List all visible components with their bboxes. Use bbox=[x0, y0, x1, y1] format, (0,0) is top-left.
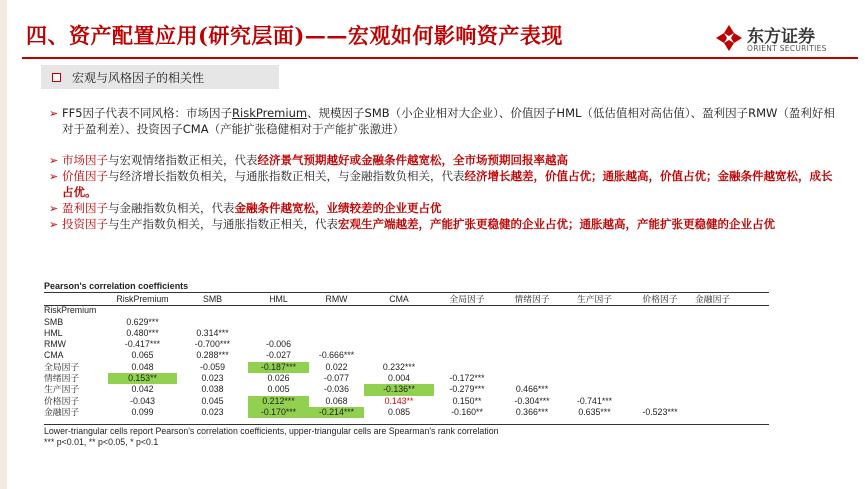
table-cell bbox=[500, 362, 564, 373]
table-cell bbox=[364, 339, 434, 350]
intro-text-2: 、规模因子SMB（小企业相对大企业）、价值因子HML（低估值相对高估值）、盈利因子RMW（盈利好相对于盈利差）、投资因子CMA（产能扩张稳健相对于产能扩张激进） bbox=[62, 106, 835, 136]
column-header: 全局因子 bbox=[449, 294, 485, 304]
table-cell: -0.036 bbox=[324, 384, 349, 395]
table-row bbox=[44, 384, 730, 395]
finding-bullet-investment bbox=[49, 217, 837, 233]
table-cell: -0.214*** bbox=[309, 407, 364, 418]
column-header: 金融因子 bbox=[695, 294, 731, 304]
table-cell bbox=[434, 305, 500, 316]
table-cell: 0.099 bbox=[131, 406, 154, 417]
finding-conclusion: 宏观生产端越差，产能扩张更稳健的企业占优；通胀越高，产能扩张更稳健的企业占优 bbox=[338, 217, 775, 231]
table-cell: -0.279*** bbox=[449, 384, 485, 395]
table-cell bbox=[500, 373, 564, 384]
table-cell bbox=[564, 305, 625, 316]
table-cell: 0.068 bbox=[325, 395, 348, 406]
finding-bullet-profit bbox=[49, 201, 837, 217]
table-cell: -0.417*** bbox=[124, 339, 161, 350]
table-cell: -0.172*** bbox=[449, 373, 485, 384]
table-cell: 0.150** bbox=[452, 395, 482, 406]
table-cell bbox=[564, 384, 625, 395]
table-cell bbox=[564, 373, 625, 384]
arrow-bullet-icon: ➢ bbox=[49, 107, 59, 120]
table-cell: -0.136** bbox=[364, 384, 434, 395]
table-cell: 0.048 bbox=[131, 361, 154, 372]
table-cell bbox=[248, 317, 309, 328]
table-cell bbox=[500, 350, 564, 361]
table-cell: 0.635*** bbox=[578, 406, 611, 417]
finding-subject: 市场因子 bbox=[62, 153, 108, 167]
table-corner-cell bbox=[44, 294, 108, 305]
arrow-bullet-icon: ➢ bbox=[49, 154, 59, 167]
row-label: 全局因子 bbox=[44, 361, 80, 372]
table-cell bbox=[434, 362, 500, 373]
row-label: HML bbox=[44, 327, 63, 338]
table-cell bbox=[625, 339, 695, 350]
column-header: RMW bbox=[325, 294, 348, 304]
table-cell bbox=[434, 317, 500, 328]
table-cell bbox=[695, 339, 730, 350]
table-cell: -0.170*** bbox=[248, 407, 309, 418]
significance-note: *** p<0.01, ** p<0.05, * p<0.1 bbox=[44, 437, 159, 447]
finding-bullet-market bbox=[49, 153, 837, 169]
table-cell bbox=[500, 305, 564, 316]
column-header: 生产因子 bbox=[576, 294, 613, 304]
table-cell: 0.026 bbox=[267, 373, 290, 384]
row-label: CMA bbox=[44, 350, 64, 361]
table-cell bbox=[695, 384, 730, 395]
correlation-table bbox=[44, 294, 730, 418]
table-cell bbox=[564, 317, 625, 328]
row-label: 金融因子 bbox=[44, 406, 80, 417]
section-title: 宏观与风格因子的相关性 bbox=[72, 71, 205, 85]
table-row bbox=[44, 362, 730, 373]
table-cell bbox=[695, 362, 730, 373]
title-divider bbox=[22, 57, 858, 59]
row-label: SMB bbox=[44, 316, 64, 327]
table-cell: -0.741*** bbox=[576, 395, 613, 406]
table-cell: 0.143** bbox=[384, 395, 414, 406]
column-header: CMA bbox=[389, 294, 409, 304]
table-cell bbox=[108, 305, 177, 316]
table-cell bbox=[248, 328, 309, 339]
table-cell bbox=[434, 350, 500, 361]
table-cell: 0.005 bbox=[267, 384, 290, 395]
table-cell: 0.045 bbox=[201, 395, 224, 406]
table-cell: 0.038 bbox=[201, 384, 224, 395]
table-cell bbox=[625, 396, 695, 407]
arrow-bullet-icon: ➢ bbox=[49, 202, 59, 215]
table-row bbox=[44, 339, 730, 350]
table-cell bbox=[364, 328, 434, 339]
finding-relation: 与经济增长指数负相关，与通胀指数正相关，与金融指数负相关，代表 bbox=[108, 169, 465, 183]
table-cell bbox=[564, 350, 625, 361]
table-cell bbox=[695, 407, 730, 418]
finding-conclusion: 经济增长越差，价值占优；通胀越高，价值占优；金融条件越宽松，成长占优。 bbox=[62, 169, 833, 199]
left-decor-strip bbox=[0, 0, 7, 489]
page-title: 四、资产配置应用(研究层面)——宏观如何影响资产表现 bbox=[26, 23, 563, 48]
table-cell bbox=[625, 317, 695, 328]
table-cell: -0.523*** bbox=[642, 406, 678, 417]
table-cell: 0.042 bbox=[131, 384, 154, 395]
table-cell bbox=[500, 317, 564, 328]
table-row bbox=[44, 407, 730, 418]
table-cell bbox=[564, 339, 625, 350]
table-cell bbox=[695, 373, 730, 384]
orient-logo-icon bbox=[714, 23, 744, 53]
table-cell bbox=[695, 396, 730, 407]
table-cell: -0.059 bbox=[200, 361, 225, 372]
table-row bbox=[44, 328, 730, 339]
table-cell: 0.023 bbox=[201, 406, 224, 417]
table-row bbox=[44, 373, 730, 384]
table-cell bbox=[564, 362, 625, 373]
table-cell bbox=[500, 339, 564, 350]
table-cell: 0.085 bbox=[387, 406, 410, 417]
table-cell: -0.160** bbox=[451, 406, 483, 417]
finding-relation: 与金融指数负相关，代表 bbox=[108, 201, 235, 215]
column-header: RiskPremium bbox=[116, 294, 169, 304]
table-cell: 0.314*** bbox=[196, 327, 229, 338]
table-row bbox=[44, 305, 730, 316]
table-cell bbox=[434, 339, 500, 350]
logo-en-text: ORIENT SECURITIES bbox=[747, 44, 827, 53]
table-cell: -0.027 bbox=[266, 350, 291, 361]
table-cell bbox=[177, 305, 248, 316]
table-cell bbox=[309, 305, 364, 316]
section-square-icon bbox=[52, 73, 61, 82]
table-cell bbox=[248, 305, 309, 316]
logo-cn-text: 东方证券 bbox=[747, 27, 815, 47]
finding-bullet-value bbox=[49, 169, 837, 200]
finding-conclusion: 经济景气预期越好或金融条件越宽松，全市场预期回报率越高 bbox=[257, 153, 568, 167]
table-cell bbox=[434, 328, 500, 339]
table-cell bbox=[625, 328, 695, 339]
table-header-row bbox=[44, 294, 730, 305]
finding-subject: 投资因子 bbox=[62, 217, 108, 231]
table-cell bbox=[364, 317, 434, 328]
table-cell: 0.629*** bbox=[126, 316, 159, 327]
table-footnote: Lower-triangular cells report Pearson's correlation coefficients, upper-triangular cells are Spearman's rank correlation bbox=[44, 426, 499, 436]
table-title: Pearson's correlation coefficients bbox=[44, 281, 189, 291]
table-cell bbox=[309, 339, 364, 350]
row-label: RMW bbox=[44, 339, 66, 350]
table-cell bbox=[564, 328, 625, 339]
finding-relation: 与生产指数负相关，与通胀指数正相关，代表 bbox=[108, 217, 338, 231]
row-label: 生产因子 bbox=[44, 384, 80, 395]
table-cell bbox=[695, 305, 730, 316]
table-cell: 0.023 bbox=[201, 373, 224, 384]
table-cell bbox=[695, 317, 730, 328]
table-cell bbox=[625, 373, 695, 384]
table-cell bbox=[364, 305, 434, 316]
table-cell bbox=[309, 317, 364, 328]
column-header: 情绪因子 bbox=[514, 294, 550, 304]
table-cell bbox=[625, 362, 695, 373]
table-cell: -0.187*** bbox=[248, 362, 309, 373]
table-cell: -0.043 bbox=[130, 395, 155, 406]
row-label: 价格因子 bbox=[44, 395, 80, 406]
arrow-bullet-icon: ➢ bbox=[49, 170, 59, 183]
finding-relation: 与宏观情绪指数正相关，代表 bbox=[108, 153, 258, 167]
table-cell: 0.288*** bbox=[196, 350, 229, 361]
table-cell: -0.666*** bbox=[318, 350, 355, 361]
table-cell bbox=[625, 350, 695, 361]
table-cell bbox=[500, 328, 564, 339]
table-bottom-rule bbox=[44, 424, 769, 425]
table-cell: 0.004 bbox=[387, 373, 410, 384]
table-cell bbox=[364, 350, 434, 361]
company-logo bbox=[714, 20, 832, 58]
intro-riskpremium: RiskPremium bbox=[232, 106, 308, 120]
table-cell bbox=[695, 328, 730, 339]
table-cell bbox=[625, 384, 695, 395]
table-cell: 0.212*** bbox=[248, 396, 309, 407]
table-top-rule bbox=[44, 292, 769, 293]
row-label: 情绪因子 bbox=[44, 373, 80, 384]
table-cell: 0.366*** bbox=[515, 406, 549, 417]
table-cell: 0.232*** bbox=[382, 361, 416, 372]
table-cell: 0.480*** bbox=[126, 327, 159, 338]
table-cell: -0.006 bbox=[266, 339, 291, 350]
column-header: HML bbox=[269, 294, 288, 304]
table-cell: 0.065 bbox=[131, 350, 154, 361]
arrow-bullet-icon: ➢ bbox=[49, 218, 59, 231]
column-header: 价格因子 bbox=[642, 294, 678, 304]
table-cell: 0.153** bbox=[108, 373, 177, 384]
finding-subject: 价值因子 bbox=[62, 169, 108, 183]
table-row bbox=[44, 350, 730, 361]
row-label: RiskPremium bbox=[44, 305, 97, 316]
finding-conclusion: 金融条件越宽松，业绩较差的企业更占优 bbox=[234, 201, 442, 215]
table-cell bbox=[309, 328, 364, 339]
table-cell bbox=[177, 317, 248, 328]
table-row bbox=[44, 396, 730, 407]
table-cell bbox=[625, 305, 695, 316]
intro-text-1: FF5因子代表不同风格：市场因子 bbox=[62, 106, 233, 120]
table-cell: -0.700*** bbox=[194, 339, 231, 350]
table-cell: -0.304*** bbox=[514, 395, 550, 406]
table-cell: 0.022 bbox=[325, 361, 348, 372]
intro-bullet bbox=[49, 106, 837, 137]
finding-subject: 盈利因子 bbox=[62, 201, 108, 215]
table-cell bbox=[695, 350, 730, 361]
table-cell: 0.466*** bbox=[515, 384, 549, 395]
column-header: SMB bbox=[202, 294, 223, 304]
table-row bbox=[44, 317, 730, 328]
table-cell: -0.077 bbox=[324, 373, 349, 384]
